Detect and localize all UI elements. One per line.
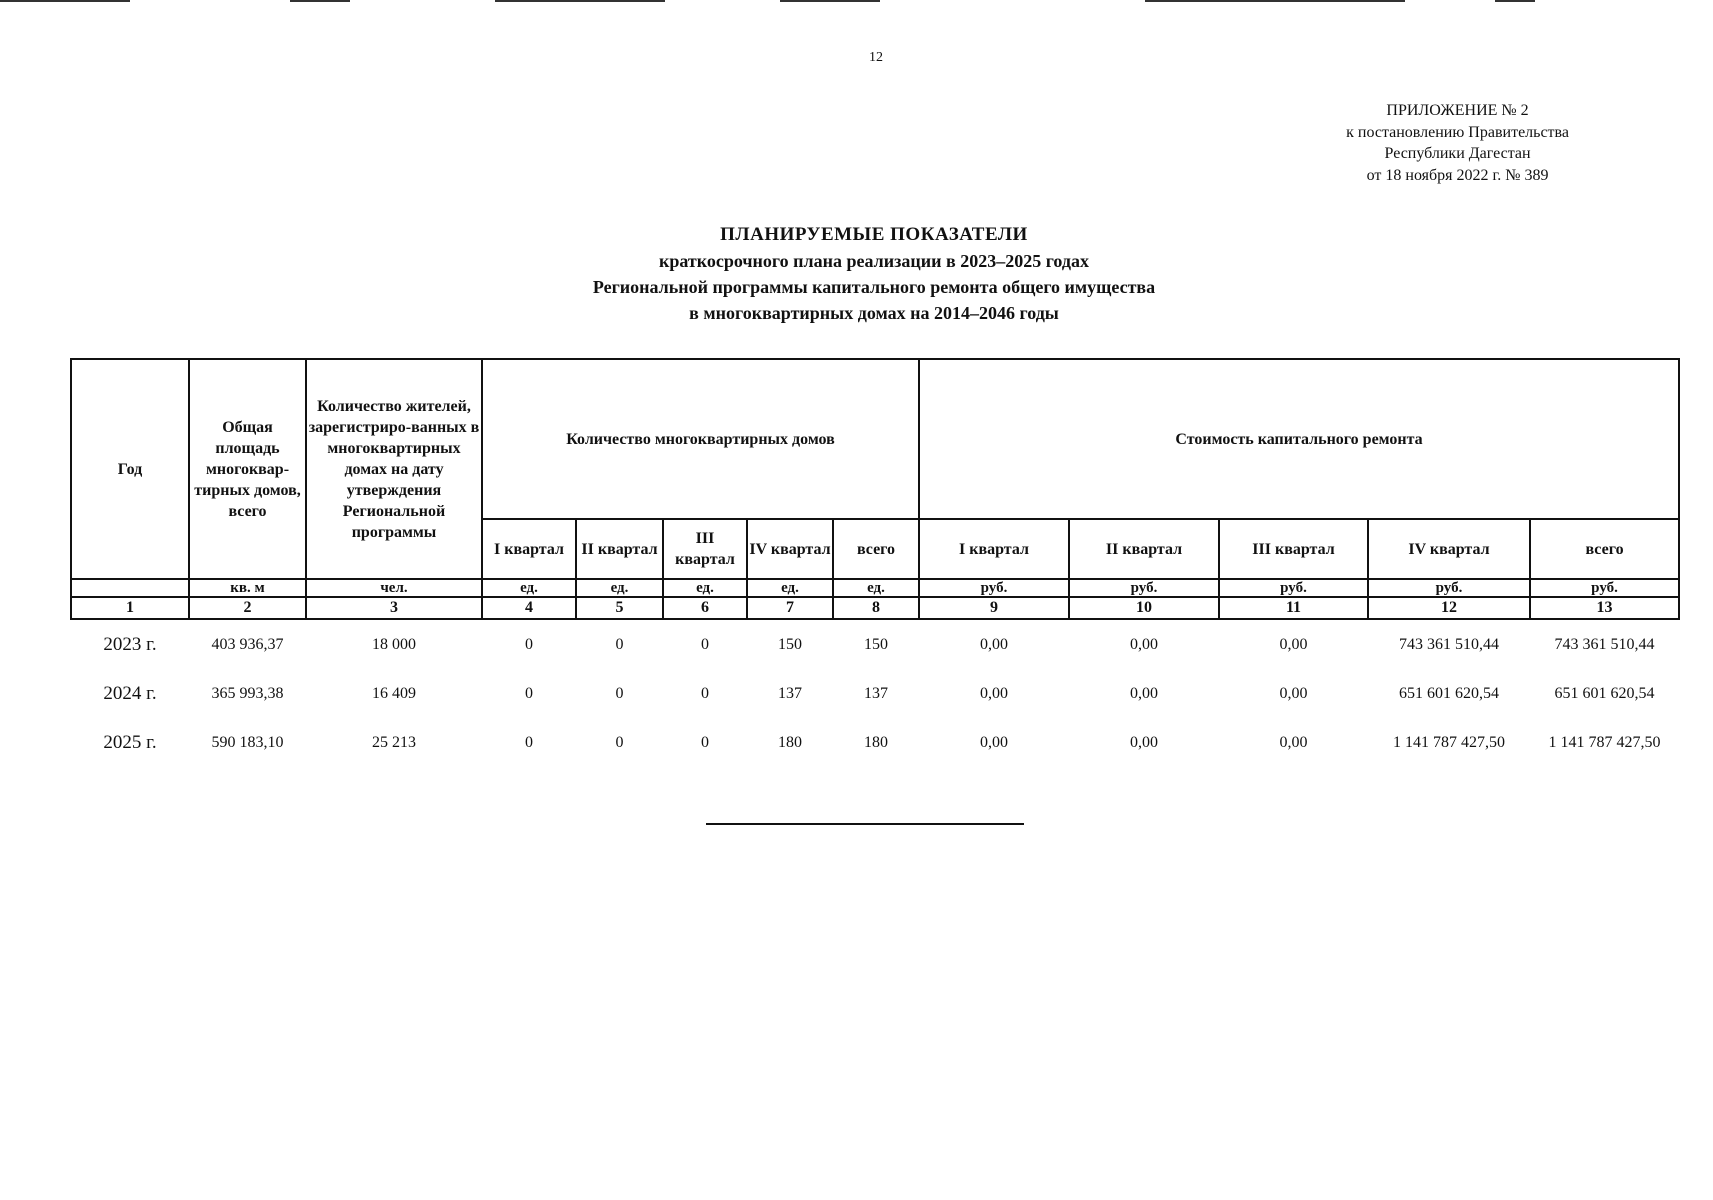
header-cost-q4: IV квартал — [1368, 519, 1530, 579]
unit-cell: ед. — [663, 579, 747, 597]
cell-houses-total: 137 — [864, 684, 888, 702]
column-number: 11 — [1219, 597, 1368, 619]
cell-houses-q1: 0 — [525, 635, 533, 653]
cell-residents: 16 409 — [372, 684, 416, 702]
cell-houses-q2: 0 — [615, 684, 624, 702]
cell-houses-total: 180 — [864, 733, 888, 751]
cell-houses-q2: 0 — [615, 733, 624, 751]
appendix-line: к постановлению Правительства — [1346, 123, 1569, 141]
cell-cost-q2: 0,00 — [1130, 733, 1158, 751]
cell-houses-q4: 180 — [778, 733, 802, 751]
unit-cell: чел. — [306, 579, 482, 597]
cell-cost-q4: 1 141 787 427,50 — [1393, 733, 1505, 751]
unit-cell: руб. — [1368, 579, 1530, 597]
appendix-block — [1346, 100, 1569, 186]
table-row — [71, 718, 1679, 767]
header-cost-group: Стоимость капитального ремонта — [919, 359, 1679, 519]
scan-edge-line — [290, 0, 350, 2]
header-houses-q1: I квартал — [482, 519, 576, 579]
header-cost-q2: II квартал — [1069, 519, 1219, 579]
cell-year: 2023 г. — [103, 633, 157, 655]
cell-houses-q2: 0 — [615, 635, 624, 653]
header-residents: Количество жителей, зарегистриро-ванных в многоквартирных домах на дату утверждения Региональной программы — [306, 359, 482, 579]
cell-cost-total: 1 141 787 427,50 — [1548, 733, 1661, 751]
cell-houses-total: 150 — [864, 635, 888, 653]
cell-cost-q1: 0,00 — [980, 684, 1008, 702]
cell-year: 2024 г. — [103, 682, 157, 704]
document-title — [0, 222, 1713, 326]
cell-houses-q3: 0 — [701, 635, 709, 653]
cell-cost-total: 651 601 620,54 — [1554, 684, 1655, 702]
column-number: 6 — [663, 597, 747, 619]
header-houses-q4: IV квартал — [747, 519, 833, 579]
indicators-table — [70, 358, 1680, 767]
cell-cost-q1: 0,00 — [980, 733, 1008, 751]
column-number: 12 — [1368, 597, 1530, 619]
unit-cell-empty — [71, 579, 189, 597]
appendix-line: от 18 ноября 2022 г. № 389 — [1366, 166, 1549, 184]
column-number: 9 — [919, 597, 1069, 619]
column-number: 10 — [1069, 597, 1219, 619]
cell-houses-q4: 137 — [778, 684, 802, 702]
scan-edge-line — [0, 0, 130, 2]
scan-edge-line — [495, 0, 665, 2]
cell-cost-q2: 0,00 — [1130, 684, 1158, 702]
column-number: 13 — [1530, 597, 1679, 619]
cell-cost-q3: 0,00 — [1279, 684, 1308, 702]
unit-cell: кв. м — [189, 579, 306, 597]
cell-area: 590 183,10 — [211, 733, 284, 751]
footer-rule — [706, 823, 1024, 825]
header-houses-total: всего — [833, 519, 919, 579]
cell-cost-q4: 743 361 510,44 — [1399, 635, 1499, 653]
table-row — [71, 669, 1679, 718]
cell-cost-q3: 0,00 — [1279, 635, 1308, 653]
cell-cost-q1: 0,00 — [980, 635, 1008, 653]
unit-cell: руб. — [919, 579, 1069, 597]
cell-cost-q4: 651 601 620,54 — [1399, 684, 1499, 702]
cell-residents: 18 000 — [372, 635, 416, 653]
appendix-line: Республики Дагестан — [1384, 145, 1531, 162]
scan-edge-line — [1145, 0, 1405, 2]
title-line: Региональной программы капитального ремонта общего имущества — [592, 277, 1156, 297]
cell-houses-q3: 0 — [701, 684, 709, 702]
header-area: Общая площадь многоквар-тирных домов, всего — [189, 359, 306, 579]
header-year: Год — [71, 359, 189, 579]
scan-edge-line — [1495, 0, 1535, 2]
column-number: 4 — [482, 597, 576, 619]
scan-edge-line — [780, 0, 880, 2]
header-cost-total: всего — [1530, 519, 1679, 579]
page-number: 12 — [869, 50, 883, 65]
unit-cell: ед. — [482, 579, 576, 597]
unit-cell: ед. — [747, 579, 833, 597]
column-number: 5 — [576, 597, 663, 619]
column-number: 2 — [189, 597, 306, 619]
title-line: в многоквартирных домах на 2014–2046 годы — [689, 303, 1059, 323]
cell-houses-q1: 0 — [525, 733, 533, 751]
appendix-line: ПРИЛОЖЕНИЕ № 2 — [1386, 102, 1529, 119]
cell-houses-q3: 0 — [701, 733, 709, 751]
column-number: 3 — [306, 597, 482, 619]
cell-year: 2025 г. — [103, 731, 157, 753]
unit-cell: руб. — [1219, 579, 1368, 597]
cell-cost-q3: 0,00 — [1279, 733, 1308, 751]
cell-houses-q1: 0 — [525, 684, 533, 702]
header-houses-q3: III квартал — [663, 519, 747, 579]
header-cost-q3: III квартал — [1219, 519, 1368, 579]
column-number: 8 — [833, 597, 919, 619]
header-houses-q2: II квартал — [576, 519, 663, 579]
cell-houses-q4: 150 — [778, 635, 802, 653]
column-number: 1 — [71, 597, 189, 619]
title-line: краткосрочного плана реализации в 2023–2025 годах — [658, 251, 1090, 271]
cell-residents: 25 213 — [372, 733, 416, 751]
cell-cost-q2: 0,00 — [1130, 635, 1158, 653]
unit-cell: ед. — [576, 579, 663, 597]
header-houses-group: Количество многоквартирных домов — [482, 359, 919, 519]
title-line: ПЛАНИРУЕМЫЕ ПОКАЗАТЕЛИ — [720, 224, 1028, 245]
unit-cell: руб. — [1069, 579, 1219, 597]
column-number: 7 — [747, 597, 833, 619]
cell-cost-total: 743 361 510,44 — [1554, 635, 1655, 653]
cell-area: 403 936,37 — [211, 635, 284, 653]
cell-area: 365 993,38 — [211, 684, 284, 702]
table-row — [71, 619, 1679, 669]
header-cost-q1: I квартал — [919, 519, 1069, 579]
unit-cell: руб. — [1530, 579, 1679, 597]
unit-cell: ед. — [833, 579, 919, 597]
